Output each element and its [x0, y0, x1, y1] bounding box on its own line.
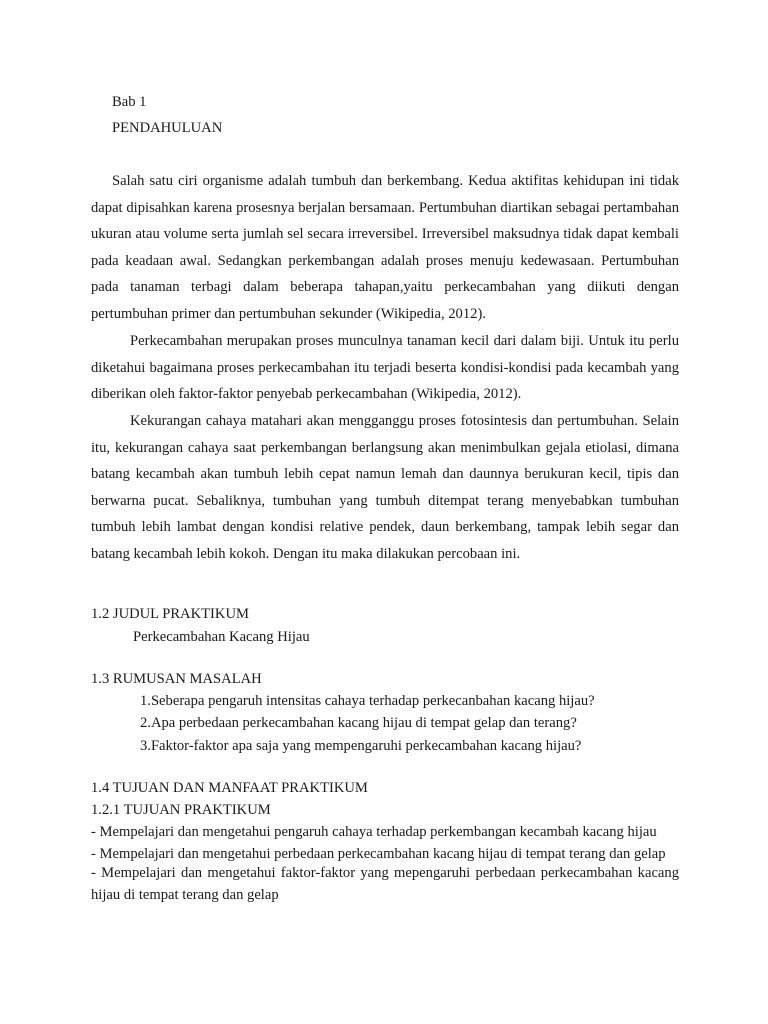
rumusan-item: 1.Seberapa pengaruh intensitas cahaya terhadap perkecanbahan kacang hijau?: [140, 693, 595, 709]
rumusan-item: 3.Faktor-faktor apa saja yang mempengaruhi perkecambahan kacang hijau?: [140, 738, 582, 754]
chapter-title: PENDAHULUAN: [112, 120, 223, 136]
tujuan-item: - Mempelajari dan mengetahui faktor-faktor yang mepengaruhi perbedaan perkecambahan kacang hijau di tempat terang dan gelap: [91, 865, 679, 903]
section-rumusan-heading: 1.3 RUMUSAN MASALAH: [91, 671, 262, 687]
section-tujuan-subheading: 1.2.1 TUJUAN PRAKTIKUM: [91, 802, 271, 818]
paragraph-intro: Salah satu ciri organisme adalah tumbuh dan berkembang. Kedua aktifitas kehidupan ini tidak dapat dipisahkan karena prosesnya berjalan bersamaan. Pertumbuhan diartikan sebagai pertambahan ukuran atau volume serta jumlah sel secara irreversibel. Irreversibel maksudnya tidak dapat kembali pada keadaan awal. Sedangkan perkembangan adalah proses menuju kedewasaan. Pertumbuhan pada tanaman terbagi dalam beberapa tahapan,yaitu perkecambahan yang diikuti dengan pertumbuhan primer dan pertumbuhan sekunder (Wikipedia, 2012).: [91, 173, 679, 322]
paragraph-cahaya: Kekurangan cahaya matahari akan mengganggu proses fotosintesis dan pertumbuhan. Selain itu, kekurangan cahaya saat perkembangan berlangsung akan menimbulkan gejala etiolasi, dimana batang kecambah akan tumbuh lebih cepat namun lemah dan daunnya berukuran kecil, tipis dan berwarna pucat. Sebaliknya, tumbuhan yang tumbuh ditempat terang menyebabkan tumbuhan tumbuh lebih lambat dengan kondisi relative pendek, daun berkembang, tampak lebih segar dan batang kecambah lebih kokoh. Dengan itu maka dilakukan percobaan ini.: [91, 413, 679, 562]
section-judul-content: Perkecambahan Kacang Hijau: [133, 629, 310, 645]
tujuan-item: - Mempelajari dan mengetahui pengaruh cahaya terhadap perkembangan kecambah kacang hijau: [91, 824, 657, 840]
section-tujuan-heading: 1.4 TUJUAN DAN MANFAAT PRAKTIKUM: [91, 780, 368, 796]
section-judul-heading: 1.2 JUDUL PRAKTIKUM: [91, 606, 249, 622]
chapter-number: Bab 1: [112, 94, 147, 110]
paragraph-perkecambahan: Perkecambahan merupakan proses munculnya tanaman kecil dari dalam biji. Untuk itu perlu diketahui bagaimana proses perkecambahan itu terjadi beserta kondisi-kondisi pada kecambah yang diberikan oleh faktor-faktor penyebab perkecambahan (Wikipedia, 2012).: [91, 333, 679, 403]
tujuan-item: - Mempelajari dan mengetahui perbedaan perkecambahan kacang hijau di tempat terang dan gelap: [91, 846, 666, 862]
rumusan-item: 2.Apa perbedaan perkecambahan kacang hijau di tempat gelap dan terang?: [140, 715, 577, 731]
